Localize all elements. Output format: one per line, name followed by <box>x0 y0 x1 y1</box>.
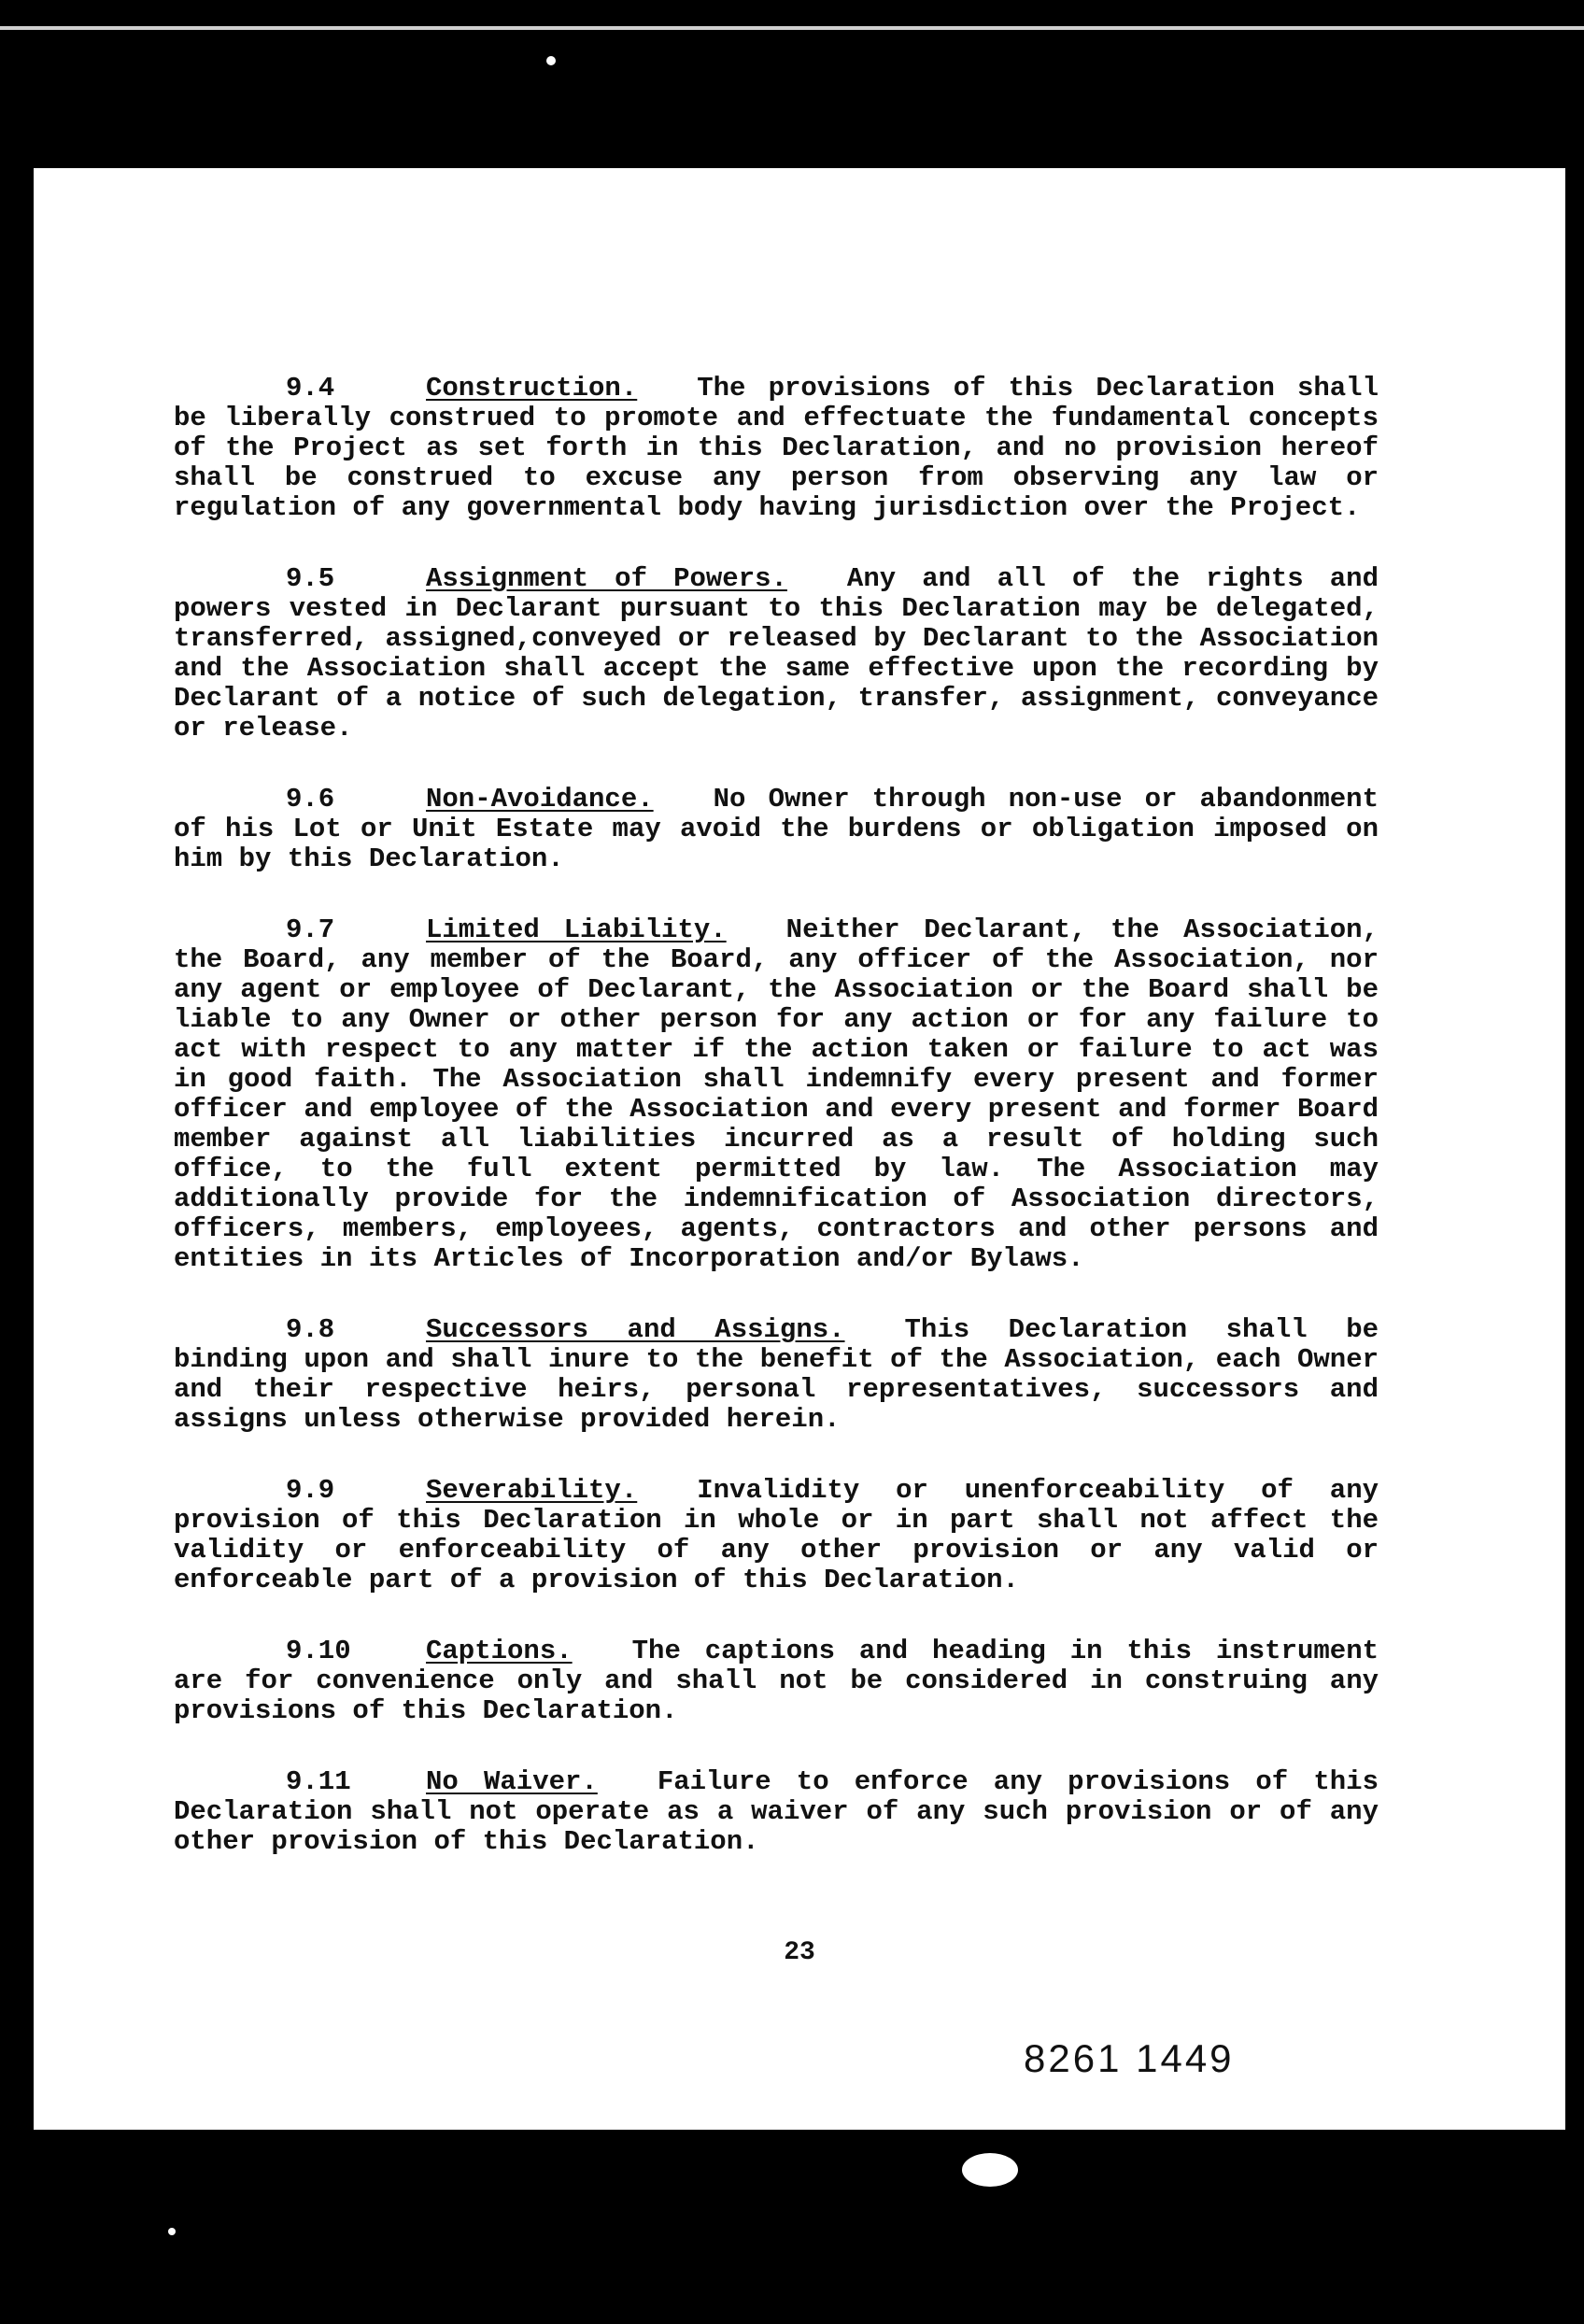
section-number: 9.8 <box>286 1314 335 1345</box>
document-body <box>174 374 1379 1898</box>
scan-speck <box>962 2153 1018 2187</box>
section-9-9 <box>174 1476 1379 1595</box>
section-9-4 <box>174 374 1379 523</box>
section-title: Limited Liability. <box>426 914 727 945</box>
section-text: The captions and heading in this instrument are for convenience only and shall not be considered in construing any provisions of this Declaration. <box>174 1636 1379 1726</box>
section-9-10 <box>174 1637 1379 1726</box>
scan-speck <box>546 56 556 65</box>
section-9-5 <box>174 564 1379 744</box>
section-title: Non-Avoidance. <box>426 784 654 815</box>
section-title: Severability. <box>426 1475 638 1506</box>
section-number: 9.6 <box>286 784 335 815</box>
section-text: Any and all of the rights and powers vested in Declarant pursuant to this Declaration may be delegated, transferred, assigned,conveyed or released by Declarant to the Association and the Association shall accept the same effective upon the recording by Declarant of a notice of such delegation, transfer, assignment, conveyance or release. <box>174 563 1379 744</box>
section-9-7 <box>174 915 1379 1274</box>
section-9-6 <box>174 785 1379 874</box>
scan-speck <box>168 2228 176 2235</box>
document-page <box>34 168 1565 2130</box>
section-number: 9.9 <box>286 1475 335 1506</box>
section-title: Assignment of Powers. <box>426 563 787 594</box>
section-title: Construction. <box>426 373 638 404</box>
section-9-11 <box>174 1767 1379 1857</box>
section-text: This Declaration shall be binding upon and shall inure to the benefit of the Association, each Owner and their respective heirs, personal representatives, successors and assigns unless otherwise provided herein. <box>174 1314 1379 1435</box>
section-title: Captions. <box>426 1636 573 1666</box>
section-text: Neither Declarant, the Association, the Board, any member of the Board, any officer of the Association, nor any agent or employee of Declarant, the Association or the Board shall be liable to any Owner or other person for any action or for any failure to act with respect to any matter if the action taken or failure to act was in good faith. The Association shall indemnify every present and former officer and employee of the Association and every present and former Board member against all liabilities incurred as a result of holding such office, to the full extent permitted by law. The Association may additionally provide for the indemnification of Association directors, officers, members, employees, agents, contractors and other persons and entities in its Articles of Incorporation and/or Bylaws. <box>174 914 1379 1274</box>
section-9-8 <box>174 1315 1379 1435</box>
top-scan-rule <box>0 26 1584 30</box>
section-number: 9.5 <box>286 563 335 594</box>
recording-number: 8261 1449 <box>1024 2036 1235 2080</box>
section-text: The provisions of this Declaration shall be liberally construed to promote and effectuate the fundamental concepts of the Project as set forth in this Declaration, and no provision hereof shall be construed to excuse any person from observing any law or regulation of any governmental body having jurisdiction over the Project. <box>174 373 1379 523</box>
section-text: Invalidity or unenforceability of any provision of this Declaration in whole or in part shall not affect the validity or enforceability of any other provision or any valid or enforceable part of a provision of this Declaration. <box>174 1475 1379 1595</box>
section-title: No Waiver. <box>426 1766 598 1797</box>
section-text: Failure to enforce any provisions of this Declaration shall not operate as a waiver of any such provision or of any other provision of this Declaration. <box>174 1766 1379 1857</box>
page-number: 23 <box>784 1938 815 1967</box>
section-number: 9.7 <box>286 914 335 945</box>
section-title: Successors and Assigns. <box>426 1314 845 1345</box>
section-number: 9.4 <box>286 373 335 404</box>
section-number: 9.11 <box>286 1766 351 1797</box>
section-text: No Owner through non-use or abandonment of his Lot or Unit Estate may avoid the burdens or obligation imposed on him by this Declaration. <box>174 784 1379 874</box>
section-number: 9.10 <box>286 1636 351 1666</box>
